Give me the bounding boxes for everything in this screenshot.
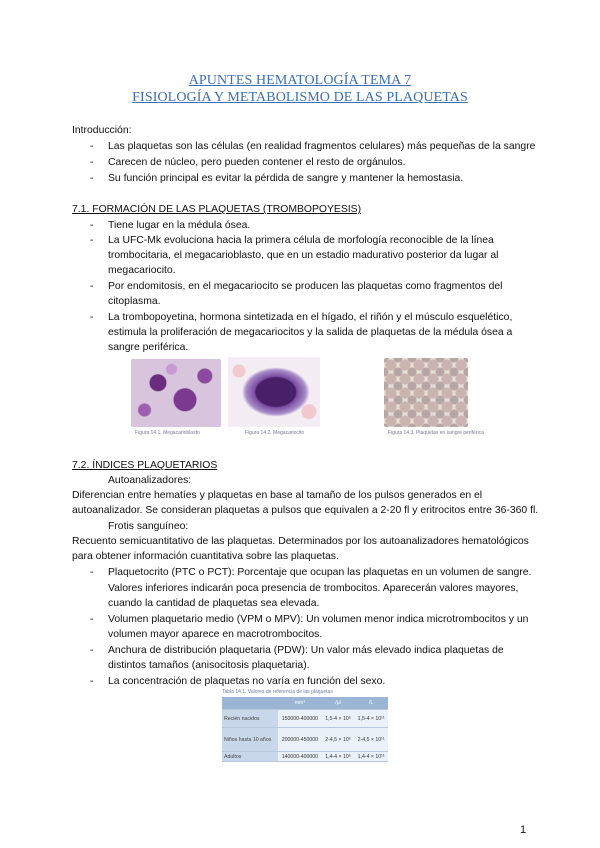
table-row xyxy=(222,710,388,728)
table-cell: 1,4-4 × 10⁵ xyxy=(322,752,354,762)
intro-item-2: Carecen de núcleo, pero pueden contener el resto de orgánulos. xyxy=(108,157,406,168)
megakaryocyte-image xyxy=(228,357,320,427)
table-header-cell: /µl xyxy=(322,697,354,710)
s2-b1-line3: cuando la cantidad de plaquetas sea elevada. xyxy=(108,598,320,609)
s1-item4-line3: sangre periférica. xyxy=(108,342,189,353)
table-cell: Recién nacidos xyxy=(222,710,278,728)
s2-b2-line1: Volumen plaquetario medio (VPM o MPV): Un volumen menor indica microtrombocitos y un xyxy=(108,614,529,625)
table-cell: 140000-400000 xyxy=(278,752,322,762)
reference-values-table xyxy=(222,697,388,762)
table-row xyxy=(222,728,388,752)
s1-item2-line1: La UFC-Mk evoluciona hacia la primera célula de morfología reconocible de la línea xyxy=(108,235,494,246)
bullet-dash: - xyxy=(90,312,94,323)
figure-caption-1: Figura 14.1. Megacarioblasto xyxy=(135,430,200,436)
table-cell: 2-4,5 × 10¹¹ xyxy=(354,728,388,752)
s1-item2-line3: megacariocito. xyxy=(108,265,176,276)
bullet-dash: - xyxy=(90,157,94,168)
s1-item4-line2: estimula la proliferación de megacariocitos y la salida de plaquetas de la médula ósea a xyxy=(108,327,513,338)
s1-item1: Tiene lugar en la médula ósea. xyxy=(108,220,251,231)
table-row xyxy=(222,752,388,762)
table-cell: 2-4,5 × 10⁵ xyxy=(322,728,354,752)
bullet-dash: - xyxy=(90,281,94,292)
table-cell: 1,5-4 × 10¹¹ xyxy=(354,710,388,728)
s2-b2-line2: volumen mayor aparece en macrotrombocitos. xyxy=(108,629,323,640)
table-header-cell: /L xyxy=(354,697,388,710)
s2-p1-line1: Diferencian entre hematíes y plaquetas en base al tamaño de los pulsos generados en el xyxy=(72,490,483,501)
s2-b3-line2: distintos tamaños (anisocitosis plaquetaria). xyxy=(108,660,310,671)
platelets-peripheral-blood-image xyxy=(384,358,468,427)
bullet-dash: - xyxy=(90,235,94,246)
s2-subheading-frotis: Frotis sanguíneo: xyxy=(108,521,189,532)
figure-caption-2: Figura 14.2. Megacariocito xyxy=(245,430,305,436)
s2-p1-line2: autoanalizador. Se consideran plaquetas a pulsos que equivalen a 2-20 fl y eritrocitos entre 36-360 fl. xyxy=(72,505,539,516)
bullet-dash: - xyxy=(90,141,94,152)
section1-heading: 7.1. FORMACIÓN DE LAS PLAQUETAS (TROMBOPOYESIS) xyxy=(72,204,362,215)
bullet-dash: - xyxy=(90,645,94,656)
s2-p2-line2: para obtener información cuantitativa sobre las plaquetas. xyxy=(72,551,339,562)
bullet-dash: - xyxy=(90,614,94,625)
s2-b1-line2: Valores inferiores indicarán poca presencia de trombocitos. Aparecerán valores mayores, xyxy=(108,583,519,594)
s1-item4-line1: La trombopoyetina, hormona sintetizada en el hígado, el riñón y el músculo esquelético, xyxy=(108,312,513,323)
intro-item-1: Las plaquetas son las células (en realidad fragmentos celulares) más pequeñas de la sangre xyxy=(108,141,536,152)
s2-b4: La concentración de plaquetas no varía en función del sexo. xyxy=(108,676,386,687)
table-cell: Niños hasta 10 años xyxy=(222,728,278,752)
s2-b3-line1: Anchura de distribución plaquetaria (PDW): Un valor más elevado indica plaquetas de xyxy=(108,645,504,656)
table-cell: 200000-450000 xyxy=(278,728,322,752)
page-number: 1 xyxy=(520,824,527,836)
reference-table-caption: Tabla 14.1. Valores de referencia de las plaquetas xyxy=(222,689,333,695)
bullet-dash: - xyxy=(90,567,94,578)
figure-caption-3: Figura 14.3. Plaquetas en sangre periférica xyxy=(388,430,484,436)
intro-item-3: Su función principal es evitar la pérdida de sangre y mantener la hemostasia. xyxy=(108,173,464,184)
s1-item2-line2: trombocitaria, el megacarioblasto, que en un estadio madurativo posterior da lugar al xyxy=(108,250,499,261)
bullet-dash: - xyxy=(90,676,94,687)
megakaryoblast-image xyxy=(131,359,221,427)
table-header-row xyxy=(222,697,388,710)
section2-heading: 7.2. ÍNDICES PLAQUETARIOS xyxy=(72,460,218,471)
table-header-cell: mm³ xyxy=(278,697,322,710)
bullet-dash: - xyxy=(90,173,94,184)
table-cell: 1,4-4 × 10¹¹ xyxy=(354,752,388,762)
s2-p2-line1: Recuento semicuantitativo de las plaquetas. Determinados por los autoanalizadores hematológicos xyxy=(72,536,529,547)
s2-b1-line1: Plaquetocrito (PTC o PCT): Porcentaje que ocupan las plaquetas en un volumen de sangre. xyxy=(108,567,532,578)
table-cell: 1,5-4 × 10⁵ xyxy=(322,710,354,728)
table-cell: Adultos xyxy=(222,752,278,762)
intro-heading: Introducción: xyxy=(72,125,132,136)
s1-item3-line1: Por endomitosis, en el megacariocito se producen las plaquetas como fragmentos del xyxy=(108,281,503,292)
s1-item3-line2: citoplasma. xyxy=(108,296,161,307)
document-title-line2: FISIOLOGÍA Y METABOLISMO DE LAS PLAQUETAS xyxy=(132,90,468,105)
document-title-line1: APUNTES HEMATOLOGÍA TEMA 7 xyxy=(188,73,412,88)
bullet-dash: - xyxy=(90,220,94,231)
table-header-cell xyxy=(222,697,278,710)
s2-subheading-autoanalizadores: Autoanalizadores: xyxy=(108,475,192,486)
table-cell: 150000-400000 xyxy=(278,710,322,728)
